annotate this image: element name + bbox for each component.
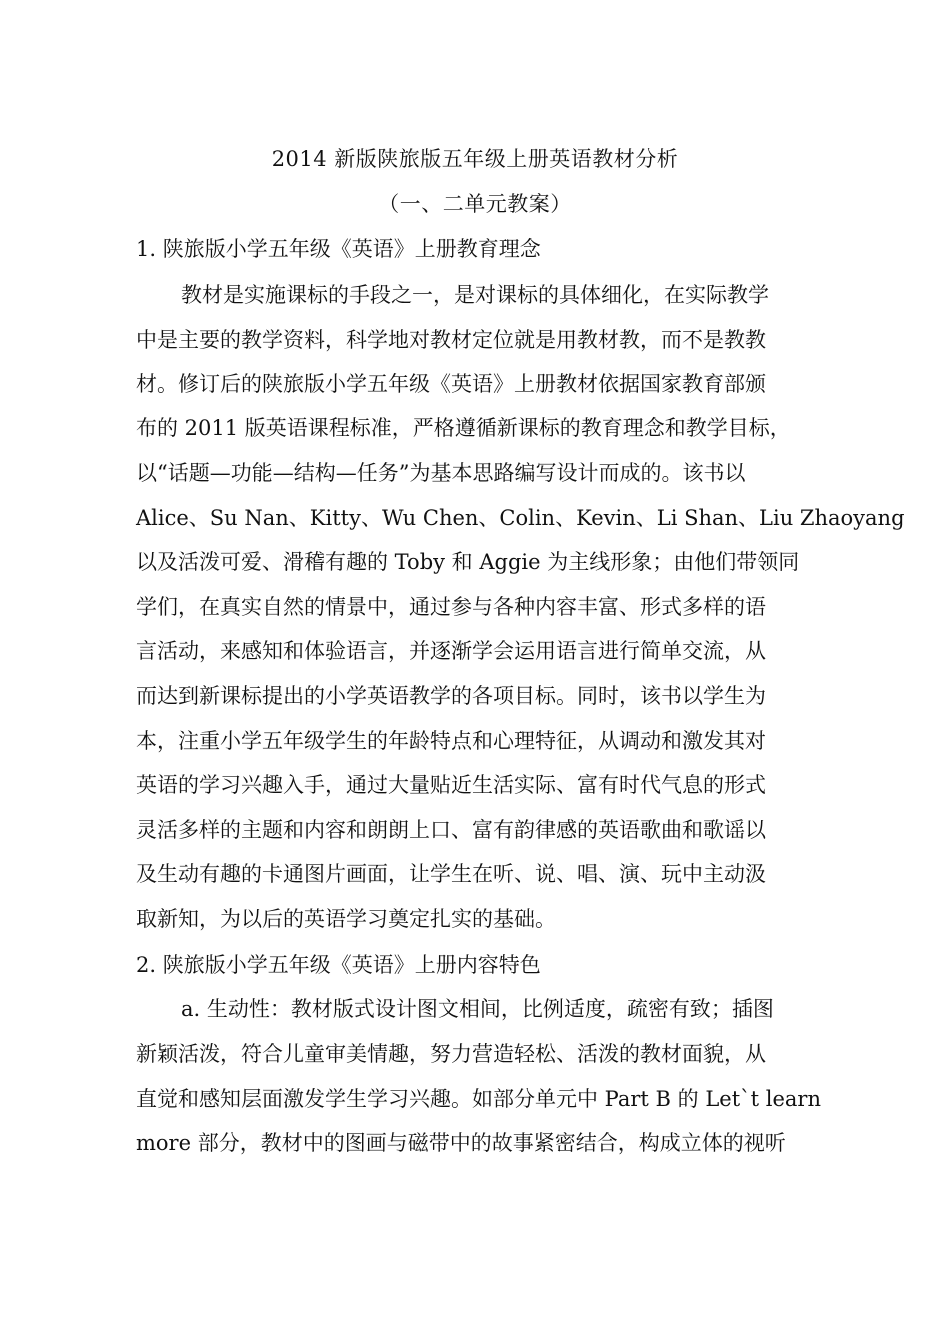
paragraph-line: 中是主要的教学资料，科学地对教材定位就是用教材教，而不是教教 [136,328,766,352]
paragraph-line: 新颖活泼，符合儿童审美情趣，努力营造轻松、活泼的教材面貌，从 [136,1042,766,1066]
paragraph-line: 言活动，来感知和体验语言，并逐渐学会运用语言进行简单交流，从 [136,639,766,663]
paragraph-line: 英语的学习兴趣入手，通过大量贴近生活实际、富有时代气息的形式 [136,773,766,797]
paragraph-line: 取新知，为以后的英语学习奠定扎实的基础。 [136,907,556,931]
paragraph-line: 以及活泼可爱、滑稽有趣的 Toby 和 Aggie 为主线形象；由他们带领同 [136,550,800,574]
document-subtitle: （一、二单元教案） [378,192,572,216]
paragraph-line: 材。修订后的陕旅版小学五年级《英语》上册教材依据国家教育部颁 [136,372,766,396]
document-title: 2014 新版陕旅版五年级上册英语教材分析 [271,147,679,171]
paragraph-line: 以“话题—功能—结构—任务”为基本思路编写设计而成的。该书以 [136,461,746,485]
paragraph-line: Alice、Su Nan、Kitty、Wu Chen、Colin、Kevin、Li Shan、Liu Zhaoyang [136,506,905,530]
section-heading-1: 1. 陕旅版小学五年级《英语》上册教育理念 [136,237,541,261]
paragraph-line: 本，注重小学五年级学生的年龄特点和心理特征，从调动和激发其对 [136,729,766,753]
paragraph-line: a. 生动性：教材版式设计图文相间，比例适度，疏密有致；插图 [181,997,774,1021]
paragraph-line: 教材是实施课标的手段之一，是对课标的具体细化，在实际教学 [181,283,769,307]
paragraph-line: 而达到新课标提出的小学英语教学的各项目标。同时，该书以学生为 [136,684,766,708]
paragraph-line: 及生动有趣的卡通图片画面，让学生在听、说、唱、演、玩中主动汲 [136,862,766,886]
paragraph-line: 直觉和感知层面激发学生学习兴趣。如部分单元中 Part B 的 Let`t learn [136,1087,821,1111]
section-heading-2: 2. 陕旅版小学五年级《英语》上册内容特色 [136,953,541,977]
paragraph-line: 灵活多样的主题和内容和朗朗上口、富有韵律感的英语歌曲和歌谣以 [136,818,766,842]
paragraph-line: 学们，在真实自然的情景中，通过参与各种内容丰富、形式多样的语 [136,595,766,619]
paragraph-line: 布的 2011 版英语课程标准，严格遵循新课标的教育理念和教学目标， [136,416,791,440]
paragraph-line: more 部分，教材中的图画与磁带中的故事紧密结合，构成立体的视听 [136,1131,786,1155]
